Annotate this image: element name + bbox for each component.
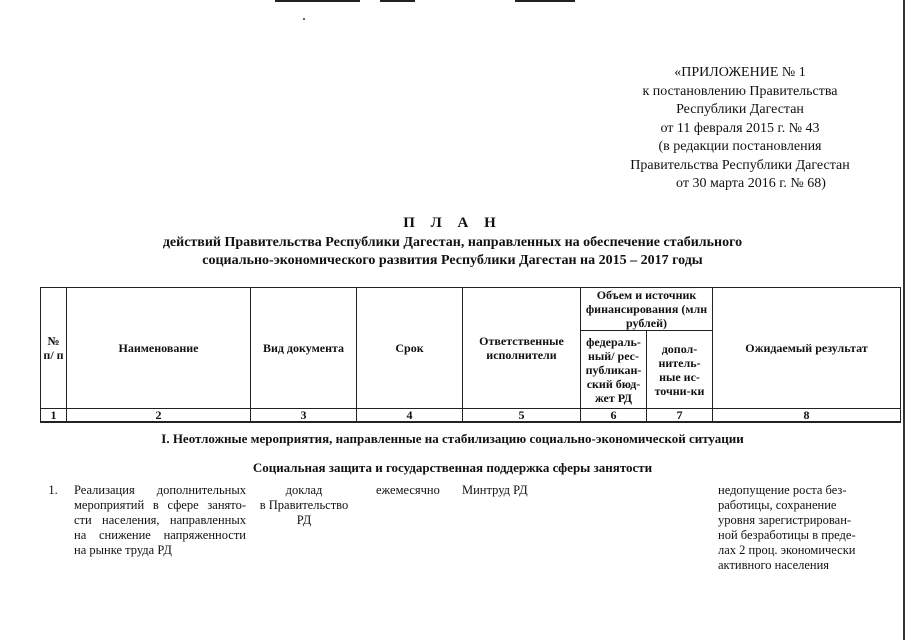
- row-exec: Минтруд РД: [462, 483, 528, 497]
- scan-edge-line: [515, 0, 575, 2]
- row-doc: [252, 483, 356, 528]
- plan-subtitle: [0, 234, 905, 270]
- col-number: 2: [67, 409, 251, 423]
- header-name: Наименование: [67, 288, 251, 409]
- col-number: 4: [357, 409, 463, 423]
- header-term: Срок: [357, 288, 463, 409]
- header-funding: Объем и источник финансирования (млн рублей): [581, 288, 713, 331]
- row-name-line: на снижение напряженности: [74, 528, 246, 542]
- row-name-line: на рынке труда РД: [74, 543, 172, 557]
- col-number: 8: [713, 409, 901, 423]
- header-federal: федераль-ный/ рес-публикан-ский бюд-жет РД: [581, 331, 647, 409]
- row-result-line: активного населения: [718, 558, 830, 572]
- row-result-line: недопущение роста без-: [718, 483, 847, 497]
- col-number: 6: [581, 409, 647, 423]
- plan-subtitle-line: социально-экономического развития Республики Дагестан на 2015 – 2017 годы: [202, 253, 703, 268]
- row-number: 1.: [48, 483, 58, 497]
- annex-block: [590, 64, 890, 194]
- annex-line: (в редакции постановления: [658, 139, 822, 154]
- col-number: 1: [41, 409, 67, 423]
- row-result-line: ной безработицы в преде-: [718, 528, 856, 542]
- scan-edge-line: [275, 0, 360, 2]
- row-result-line: лах 2 проц. экономически: [718, 543, 856, 557]
- row-term: ежемесячно: [376, 483, 440, 497]
- annex-line: от 30 марта 2016 г. № 68): [676, 176, 826, 191]
- annex-line: к постановлению Правительства: [642, 83, 838, 99]
- scan-edge-line: [380, 0, 415, 2]
- row-result-line: уровня зарегистрирован-: [718, 513, 852, 527]
- header-result: Ожидаемый результат: [713, 288, 901, 409]
- col-number: 5: [463, 409, 581, 423]
- header-exec: Ответственные исполнители: [463, 288, 581, 409]
- row-name-line: мероприятий в сфере занято-: [74, 498, 246, 512]
- header-num: № п/ п: [41, 288, 67, 409]
- annex-line: Правительства Республики Дагестан: [630, 157, 850, 173]
- row-doc-line: РД: [296, 513, 312, 527]
- header-doc: Вид документа: [251, 288, 357, 409]
- annex-line: Республики Дагестан: [676, 102, 804, 117]
- annex-line: «ПРИЛОЖЕНИЕ № 1: [674, 65, 806, 80]
- row-result: [718, 483, 868, 573]
- row-name-line: сти населения, направленных: [74, 513, 246, 527]
- plan-title: П Л А Н: [403, 215, 502, 231]
- plan-subtitle-line: действий Правительства Республики Дагестан, направленных на обеспечение стабильного: [162, 235, 743, 250]
- row-result-line: работицы, сохранение: [718, 498, 837, 512]
- col-number: 7: [647, 409, 713, 423]
- header-additional: допол-нитель-ные ис-точни-ки: [647, 331, 713, 409]
- row-name-line: Реализация дополнительных: [74, 483, 246, 497]
- col-number: 3: [251, 409, 357, 423]
- annex-line: от 11 февраля 2015 г. № 43: [660, 120, 820, 136]
- subsection-title: Социальная защита и государственная поддержка сферы занятости: [252, 460, 653, 475]
- row-doc-line: в Правительство: [259, 498, 349, 512]
- section-title: I. Неотложные мероприятия, направленные на стабилизацию социально-экономической ситуации: [161, 431, 744, 446]
- row-name: [74, 483, 246, 558]
- plan-table-header: [40, 287, 901, 423]
- scan-speck: [303, 18, 305, 20]
- row-doc-line: доклад: [285, 483, 323, 497]
